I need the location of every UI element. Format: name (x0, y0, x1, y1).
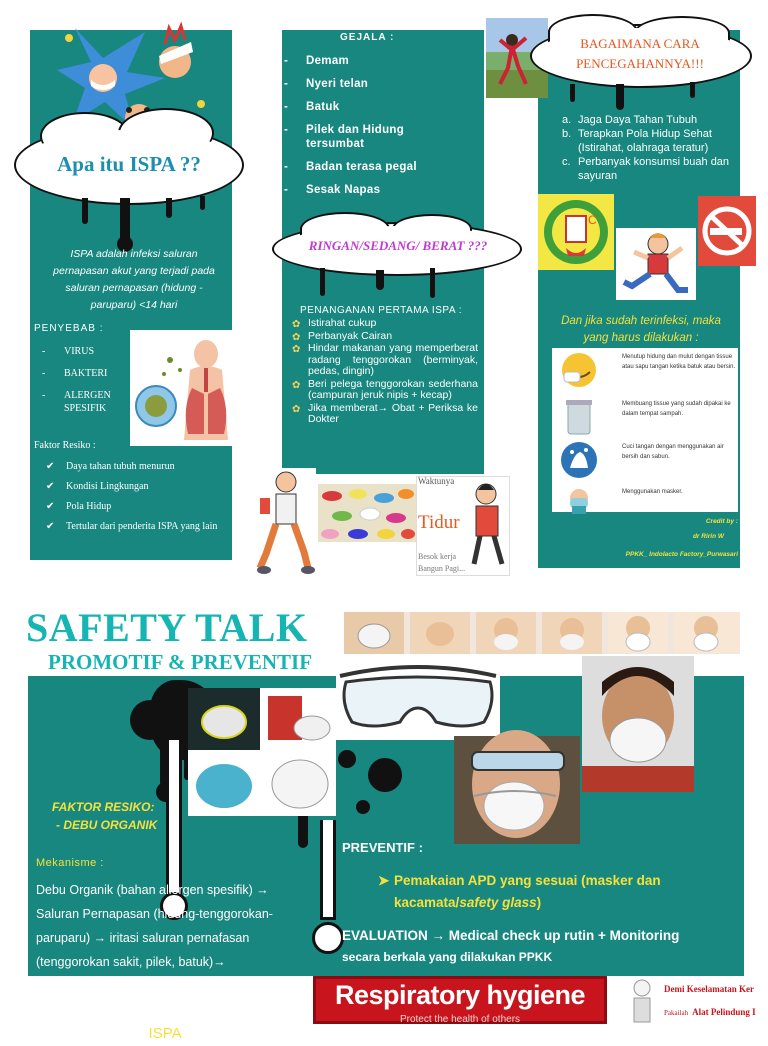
prevention-title: BAGAIMANA CARA PENCEGAHANNYA!!! (576, 36, 704, 71)
step-text: Membuang tissue yang sudah dipakai ke dalam tempat sampah. (622, 401, 731, 417)
sleeping-figure-icon (466, 480, 508, 570)
prevention-item: b. Terapkan Pola Hidup Sehat (Istirahat, olahraga teratur) (562, 128, 712, 154)
symptom-item: - Sesak Napas (284, 183, 454, 197)
risk-list (44, 460, 224, 533)
risk-item: ✔ Tertular dari penderita ISPA yang lain (44, 520, 224, 533)
evaluation-line-2: secara berkala yang dilakukan PPKK (342, 950, 553, 964)
causes-heading: PENYEBAB : (34, 323, 104, 334)
step-text: Menggunakan masker. (622, 489, 683, 495)
credit-name: dr Ririn W (692, 533, 724, 540)
healthy-food-icon (538, 194, 614, 270)
preventif-heading: PREVENTIF : (342, 840, 423, 855)
risk-item: ✔ Daya tahan tubuh menurun (44, 460, 224, 473)
first-aid-heading: PENANGANAN PERTAMA ISPA : (300, 305, 462, 316)
symptom-item: - Badan terasa pegal (284, 160, 454, 174)
worker-safety-icon (628, 978, 656, 1024)
handwash-icon (560, 440, 598, 480)
symptom-item: - Demam (284, 54, 454, 68)
severity-text: RINGAN/SEDANG/ BERAT ??? (308, 238, 488, 253)
respirator-photos (188, 688, 336, 816)
worker-mask-goggles-photo (454, 736, 580, 844)
mask-fitting-photos (344, 612, 740, 654)
sneeze-icon (560, 350, 598, 390)
safety-side-text-2: Pakailah Alat Pelindung I (664, 1007, 756, 1017)
sleep-top-text: Waktunya (418, 476, 455, 486)
safety-talk-subtitle: PROMOTIF & PREVENTIF (48, 650, 313, 674)
drinking-person-cartoon (256, 468, 316, 576)
step-text: Cuci tangan dengan menggunakan air bersih dan sabun. (622, 444, 724, 460)
mechanism-heading: Mekanisme : (36, 857, 104, 869)
respiratory-hygiene-title: Respiratory hygiene (334, 980, 586, 1010)
risk-factor-item: - DEBU ORGANIK (56, 818, 158, 832)
symptom-item: - Batuk (284, 100, 454, 114)
credit-org: PPKK_ Indolacto Factory_Purwasari (625, 551, 738, 558)
first-aid-item: ✿ Beri pelega tenggorokan sederhana (campuran jeruk nipis + kecap) (292, 379, 478, 402)
prevention-item: a. Jaga Daya Tahan Tubuh (562, 114, 698, 126)
respiratory-hygiene-subtitle: Protect the health of others (399, 1014, 521, 1025)
no-smoking-icon (698, 196, 756, 266)
first-aid-item: ✿ Hindar makanan yang memperberat radang tenggorokan (berminyak, pedas, dingin) (292, 343, 478, 378)
running-kid-icon (616, 228, 696, 300)
ispa-definition: ISPA adalah infeksi saluran pernapasan akut yang terjadi pada saluran pernapasan (hidung -paruparu) <14 hari (53, 248, 215, 311)
symptom-item: - Nyeri telan (284, 77, 454, 91)
safety-glasses-photo (336, 656, 500, 740)
risk-item: ✔ Kondisi Lingkungan (44, 480, 224, 493)
prevention-item: c. Perbanyak konsumsi buah dan sayuran (562, 156, 730, 182)
first-aid-item: ✿ Perbanyak Cairan (292, 331, 478, 343)
trash-bin-icon (562, 396, 596, 436)
man-mask-photo (582, 656, 694, 792)
symptoms-heading: GEJALA : (340, 32, 395, 43)
risk-item: ✔ Pola Hidup (44, 500, 224, 513)
prevention-list (562, 113, 738, 183)
first-aid-item: ✿ Istirahat cukup (292, 318, 478, 330)
svg-text:C: C (588, 213, 597, 227)
safety-talk-title: SAFETY TALK (26, 605, 308, 650)
risk-heading: Faktor Resiko : (34, 440, 96, 451)
decorative-dot (312, 922, 344, 954)
cause-item: - ALERGEN SPESIFIK (42, 389, 132, 415)
first-aid-item: ✿ Jika memberat→ Obat + Periksa ke Dokter (292, 403, 478, 426)
cause-item: - VIRUS (42, 345, 132, 358)
cause-item: - BAKTERI (42, 367, 132, 380)
sleep-bottom-1: Besok kerja (418, 552, 456, 561)
sleep-bottom-2: Bangun Pagi... (418, 564, 466, 573)
step-text: Menutup hidung dan mulut dengan tissue atau sapu tangan ketika batuk atau bersin. (622, 354, 736, 370)
mask-icon (564, 486, 594, 514)
causes-list (42, 345, 132, 415)
risk-factor-heading: FAKTOR RESIKO: (52, 800, 155, 814)
mechanism-result: ISPA (148, 1025, 182, 1042)
preventif-item: ➤ Pemakaian APD yang sesuai (masker dan kacamata/safety glass) (394, 870, 724, 914)
first-aid-list (292, 318, 478, 426)
evaluation-line-1: EVALUATION → Medical check up rutin + Monitoring (342, 928, 680, 943)
mechanism-text: Debu Organik (bahan allergen spesifik) → Saluran Pernapasan (hidung-tenggorokan-paruparu) → iritasi saluran pernafasan (tenggorokan sakit, pilek, batuk)→ penumpukan debu organic→ penebalan saluran mukosa (mudah terinfeksi mikroorganisme) → ISPA (36, 883, 273, 1042)
credit-label: Credit by : (705, 518, 738, 525)
lungs-virus-image (130, 330, 242, 446)
safety-side-text-1: Demi Keselamatan Ker (664, 984, 754, 994)
symptom-item: - Pilek dan Hidung tersumbat (284, 123, 454, 151)
sleep-word: Tidur (418, 512, 460, 533)
symptoms-list (284, 54, 454, 197)
arrow-bullet-icon: ➤ (378, 873, 390, 888)
medicine-pills-photo (318, 484, 416, 542)
infected-text: Dan jika sudah terinfeksi, maka yang harus dilakukan : (561, 315, 721, 344)
ispa-title: Apa itu ISPA ?? (57, 152, 201, 176)
